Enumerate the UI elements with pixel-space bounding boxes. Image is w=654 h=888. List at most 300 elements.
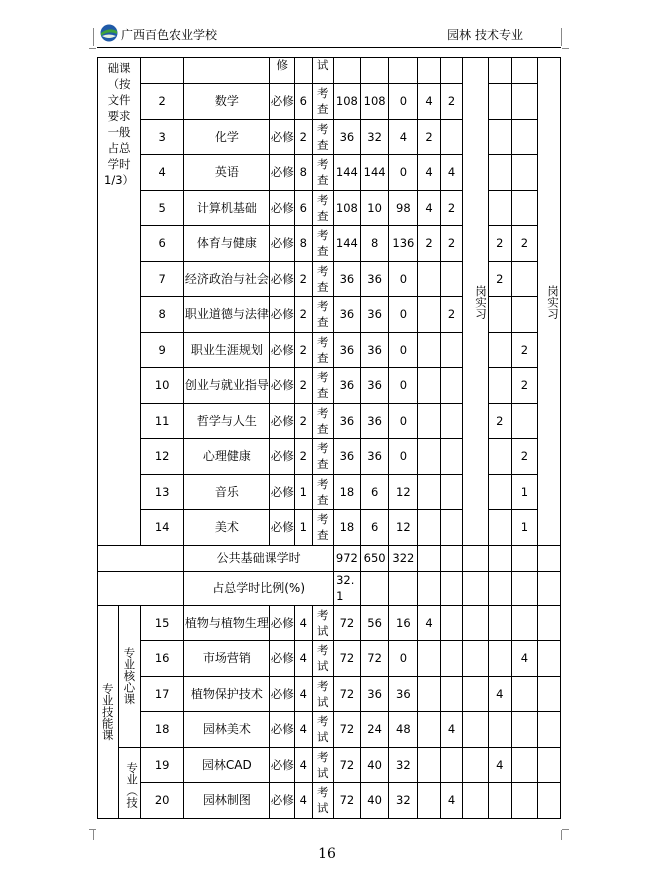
cell-no: 5	[141, 190, 184, 226]
cell-sem4	[489, 119, 512, 155]
cell-sem4	[489, 712, 512, 748]
cell-sem1: 4	[418, 84, 441, 120]
cell-sem3	[463, 783, 489, 819]
table-row	[98, 605, 561, 641]
category-professional-skills: 专业技能课	[98, 605, 119, 818]
cell-practice: 98	[389, 190, 418, 226]
table-row	[98, 261, 561, 297]
cell-sem1: 4	[418, 605, 441, 641]
cell-type: 必修	[270, 510, 295, 546]
cell-credit: 8	[295, 155, 312, 191]
cell-sem2	[440, 605, 463, 641]
cell-sem4	[489, 439, 512, 475]
summary-practice: 322	[389, 545, 418, 571]
cell-exam: 考试	[312, 641, 334, 677]
cell-total: 144	[334, 155, 361, 191]
cell-name: 英语	[184, 155, 270, 191]
cell-practice: 0	[389, 84, 418, 120]
cell-theory: 8	[360, 226, 389, 262]
cell-theory: 72	[360, 641, 389, 677]
cell-name: 哲学与人生	[184, 403, 270, 439]
cell-theory: 36	[360, 403, 389, 439]
cell-credit: 6	[295, 190, 312, 226]
corner-mark	[89, 48, 96, 49]
cell-total	[334, 58, 361, 84]
cell-sem5: 2	[511, 226, 538, 262]
cell-sem5	[511, 119, 538, 155]
cell-type: 必修	[270, 261, 295, 297]
cell-practice: 0	[389, 439, 418, 475]
cell-sem3	[463, 605, 489, 641]
ratio-value: 32.1	[334, 571, 361, 605]
cell-practice: 0	[389, 332, 418, 368]
cell-credit: 2	[295, 297, 312, 333]
cell-exam: 考试	[312, 747, 334, 783]
cell-sem6	[538, 783, 561, 819]
cell-credit: 2	[295, 403, 312, 439]
table-row	[98, 84, 561, 120]
table-row	[98, 712, 561, 748]
cell-no: 8	[141, 297, 184, 333]
cell-theory: 24	[360, 712, 389, 748]
cell-sem5	[511, 58, 538, 84]
cell-sem5	[511, 84, 538, 120]
cell-type: 必修	[270, 605, 295, 641]
cell-name: 植物保护技术	[184, 676, 270, 712]
summary-empty	[538, 545, 561, 571]
cell-sem6	[538, 676, 561, 712]
cell-total: 108	[334, 190, 361, 226]
cell-no: 17	[141, 676, 184, 712]
cell-sem5: 1	[511, 510, 538, 546]
cell-total: 36	[334, 332, 361, 368]
cell-sem5: 2	[511, 368, 538, 404]
curriculum-table	[97, 57, 561, 819]
cell-sem4	[489, 605, 512, 641]
cell-theory: 36	[360, 439, 389, 475]
cell-sem4	[489, 297, 512, 333]
cell-sem4	[489, 641, 512, 677]
cell-sem4	[489, 190, 512, 226]
cell-exam: 考查	[312, 261, 334, 297]
corner-mark	[93, 830, 94, 840]
summary-total: 972	[334, 545, 361, 571]
corner-mark	[562, 829, 569, 830]
cell-practice: 36	[389, 676, 418, 712]
table-row	[98, 155, 561, 191]
cell-type: 必修	[270, 190, 295, 226]
cell-sem3	[463, 712, 489, 748]
cell-name: 市场营销	[184, 641, 270, 677]
cell-practice: 0	[389, 155, 418, 191]
cell-sem1	[418, 403, 441, 439]
cell-sem2	[440, 58, 463, 84]
cell-sem2	[440, 747, 463, 783]
summary-empty	[418, 545, 441, 571]
cell-sem1	[418, 641, 441, 677]
ratio-empty	[418, 571, 441, 605]
cell-practice: 16	[389, 605, 418, 641]
cell-exam: 考查	[312, 510, 334, 546]
cell-sem2	[440, 676, 463, 712]
table-row	[98, 226, 561, 262]
cell-sem1	[418, 368, 441, 404]
cell-sem4	[489, 58, 512, 84]
table-row	[98, 297, 561, 333]
cell-sem3	[463, 747, 489, 783]
major-name: 园林 技术专业	[447, 28, 523, 42]
cell-sem1	[418, 297, 441, 333]
cell-no: 2	[141, 84, 184, 120]
cell-sem4: 4	[489, 676, 512, 712]
table-row	[98, 641, 561, 677]
cell-total: 72	[334, 783, 361, 819]
cell-credit: 6	[295, 84, 312, 120]
cell-sem4: 2	[489, 403, 512, 439]
ratio-blank	[98, 571, 184, 605]
internship-column-b: 岗实习	[538, 58, 561, 546]
cell-sem1	[418, 783, 441, 819]
cell-name: 植物与植物生理	[184, 605, 270, 641]
cell-credit: 4	[295, 641, 312, 677]
ratio-empty	[440, 571, 463, 605]
cell-sem1	[418, 261, 441, 297]
cell-total: 72	[334, 712, 361, 748]
cell-sem5	[511, 261, 538, 297]
cell-practice: 32	[389, 747, 418, 783]
cell-sem5: 1	[511, 474, 538, 510]
cell-credit: 2	[295, 261, 312, 297]
table-row	[98, 747, 561, 783]
ratio-label: 占总学时比例(%)	[184, 571, 334, 605]
cell-theory: 36	[360, 368, 389, 404]
cell-practice: 136	[389, 226, 418, 262]
cell-sem2	[440, 641, 463, 677]
cell-sem2: 4	[440, 712, 463, 748]
school-logo-icon	[100, 24, 118, 42]
cell-sem1	[418, 439, 441, 475]
table-row	[98, 190, 561, 226]
cell-total: 144	[334, 226, 361, 262]
cell-theory: 40	[360, 783, 389, 819]
cell-no: 3	[141, 119, 184, 155]
cell-sem5	[511, 676, 538, 712]
cell-name: 园林美术	[184, 712, 270, 748]
cell-exam: 考查	[312, 119, 334, 155]
cell-sem2	[440, 474, 463, 510]
cell-sem2	[440, 510, 463, 546]
table-row	[98, 332, 561, 368]
cell-type: 必修	[270, 297, 295, 333]
summary-empty	[489, 545, 512, 571]
cell-sem4	[489, 783, 512, 819]
school-name: 广西百色农业学校	[121, 28, 218, 42]
cell-exam: 考查	[312, 190, 334, 226]
cell-theory: 10	[360, 190, 389, 226]
cell-credit: 4	[295, 747, 312, 783]
cell-sem3	[463, 676, 489, 712]
summary-theory: 650	[360, 545, 389, 571]
cell-practice: 12	[389, 474, 418, 510]
cell-name: 音乐	[184, 474, 270, 510]
cell-exam: 考查	[312, 297, 334, 333]
cell-sem1	[418, 332, 441, 368]
cell-total: 36	[334, 403, 361, 439]
cell-sem6	[538, 747, 561, 783]
cell-practice: 0	[389, 641, 418, 677]
cell-name: 计算机基础	[184, 190, 270, 226]
cell-name: 经济政治与社会	[184, 261, 270, 297]
cell-sem4: 2	[489, 261, 512, 297]
cell-type: 必修	[270, 84, 295, 120]
corner-mark	[561, 28, 562, 46]
cell-practice	[389, 58, 418, 84]
cell-sem5	[511, 783, 538, 819]
table-row	[98, 439, 561, 475]
cell-theory: 144	[360, 155, 389, 191]
cell-credit: 4	[295, 783, 312, 819]
cell-sem2	[440, 439, 463, 475]
cell-exam: 考查	[312, 84, 334, 120]
cell-exam: 考查	[312, 403, 334, 439]
cell-sem4	[489, 84, 512, 120]
cell-sem4	[489, 368, 512, 404]
cell-credit: 4	[295, 712, 312, 748]
cell-exam: 试	[312, 58, 334, 84]
ratio-empty	[360, 571, 389, 605]
cell-theory: 108	[360, 84, 389, 120]
cell-exam: 考试	[312, 712, 334, 748]
cell-exam: 考试	[312, 676, 334, 712]
cell-theory: 36	[360, 676, 389, 712]
cell-total: 108	[334, 84, 361, 120]
cell-name: 化学	[184, 119, 270, 155]
cell-type: 必修	[270, 474, 295, 510]
cell-no: 11	[141, 403, 184, 439]
cell-total: 18	[334, 510, 361, 546]
cell-sem1	[418, 510, 441, 546]
cell-credit: 4	[295, 676, 312, 712]
cell-sem2	[440, 261, 463, 297]
cell-total: 36	[334, 368, 361, 404]
cell-no: 16	[141, 641, 184, 677]
ratio-empty	[463, 571, 489, 605]
subcategory-core: 专业核心课	[118, 605, 141, 747]
cell-credit: 2	[295, 368, 312, 404]
cell-name: 数学	[184, 84, 270, 120]
ratio-empty	[389, 571, 418, 605]
cell-sem5	[511, 190, 538, 226]
cell-type: 必修	[270, 155, 295, 191]
cell-credit: 1	[295, 510, 312, 546]
cell-sem2: 4	[440, 783, 463, 819]
cell-sem1: 2	[418, 226, 441, 262]
cell-total: 36	[334, 261, 361, 297]
cell-name: 职业道德与法律	[184, 297, 270, 333]
summary-row	[98, 545, 561, 571]
cell-sem1	[418, 474, 441, 510]
cell-no: 4	[141, 155, 184, 191]
cell-exam: 考试	[312, 605, 334, 641]
cell-sem6	[538, 712, 561, 748]
cell-no: 14	[141, 510, 184, 546]
cell-exam: 考查	[312, 226, 334, 262]
cell-sem5	[511, 747, 538, 783]
cell-practice: 32	[389, 783, 418, 819]
summary-blank	[98, 545, 184, 571]
table-row	[98, 119, 561, 155]
cell-type: 必修	[270, 747, 295, 783]
cell-credit: 8	[295, 226, 312, 262]
cell-sem5	[511, 155, 538, 191]
cell-name: 园林CAD	[184, 747, 270, 783]
cell-sem1	[418, 712, 441, 748]
cell-theory: 6	[360, 510, 389, 546]
cell-theory: 32	[360, 119, 389, 155]
cell-name: 美术	[184, 510, 270, 546]
cell-sem4	[489, 332, 512, 368]
cell-no: 15	[141, 605, 184, 641]
cell-sem5	[511, 605, 538, 641]
ratio-empty	[511, 571, 538, 605]
page-header	[97, 22, 561, 48]
cell-name: 创业与就业指导	[184, 368, 270, 404]
cell-type: 必修	[270, 119, 295, 155]
cell-sem5	[511, 403, 538, 439]
cell-name: 园林制图	[184, 783, 270, 819]
cell-theory: 56	[360, 605, 389, 641]
cell-theory: 36	[360, 261, 389, 297]
cell-sem5: 2	[511, 332, 538, 368]
summary-label: 公共基础课学时	[184, 545, 334, 571]
cell-type: 必修	[270, 676, 295, 712]
cell-sem4: 2	[489, 226, 512, 262]
summary-empty	[440, 545, 463, 571]
cell-sem1: 4	[418, 190, 441, 226]
cell-theory: 36	[360, 332, 389, 368]
cell-practice: 0	[389, 297, 418, 333]
cell-credit: 4	[295, 605, 312, 641]
cell-sem5: 2	[511, 439, 538, 475]
cell-name: 职业生涯规划	[184, 332, 270, 368]
cell-sem2	[440, 332, 463, 368]
cell-sem2: 2	[440, 226, 463, 262]
cell-sem4	[489, 155, 512, 191]
cell-sem2	[440, 119, 463, 155]
cell-sem5: 4	[511, 641, 538, 677]
cell-practice: 4	[389, 119, 418, 155]
table-row	[98, 58, 561, 84]
table-row	[98, 474, 561, 510]
cell-sem2: 2	[440, 297, 463, 333]
cell-total: 72	[334, 676, 361, 712]
cell-exam: 考查	[312, 368, 334, 404]
cell-type: 必修	[270, 332, 295, 368]
cell-type: 必修	[270, 439, 295, 475]
cell-sem3	[463, 641, 489, 677]
cell-sem4	[489, 474, 512, 510]
cell-theory: 6	[360, 474, 389, 510]
table-row	[98, 783, 561, 819]
cell-exam: 考查	[312, 439, 334, 475]
cell-exam: 考查	[312, 155, 334, 191]
header-divider	[97, 47, 561, 48]
page-number: 16	[318, 846, 336, 862]
cell-type: 必修	[270, 368, 295, 404]
cell-sem2: 2	[440, 190, 463, 226]
cell-credit: 2	[295, 119, 312, 155]
cell-practice: 48	[389, 712, 418, 748]
cell-type: 必修	[270, 712, 295, 748]
cell-type: 必修	[270, 226, 295, 262]
cell-practice: 0	[389, 403, 418, 439]
cell-sem6	[538, 605, 561, 641]
cell-sem1: 4	[418, 155, 441, 191]
cell-practice: 12	[389, 510, 418, 546]
cell-no: 6	[141, 226, 184, 262]
cell-sem6	[538, 641, 561, 677]
cell-theory: 36	[360, 297, 389, 333]
cell-no: 7	[141, 261, 184, 297]
cell-sem1	[418, 676, 441, 712]
cell-exam: 考试	[312, 783, 334, 819]
summary-empty	[511, 545, 538, 571]
cell-name: 体育与健康	[184, 226, 270, 262]
cell-no: 12	[141, 439, 184, 475]
cell-sem2	[440, 403, 463, 439]
cell-total: 18	[334, 474, 361, 510]
cell-name: 心理健康	[184, 439, 270, 475]
cell-credit	[295, 58, 312, 84]
cell-type: 必修	[270, 641, 295, 677]
cell-sem1: 2	[418, 119, 441, 155]
ratio-empty	[489, 571, 512, 605]
corner-mark	[562, 48, 569, 49]
category-public-basic: 础课（按文件要求一般占总学时1/3）	[98, 58, 141, 546]
table-row	[98, 403, 561, 439]
cell-exam: 考查	[312, 474, 334, 510]
cell-credit: 2	[295, 439, 312, 475]
cell-total: 36	[334, 439, 361, 475]
cell-theory: 40	[360, 747, 389, 783]
cell-practice: 0	[389, 368, 418, 404]
cell-sem2	[440, 368, 463, 404]
table-row	[98, 510, 561, 546]
internship-column-a: 岗实习	[463, 58, 489, 546]
cell-type: 修	[270, 58, 295, 84]
cell-credit: 2	[295, 332, 312, 368]
cell-total: 36	[334, 119, 361, 155]
cell-sem2: 4	[440, 155, 463, 191]
cell-sem5	[511, 297, 538, 333]
cell-total: 36	[334, 297, 361, 333]
cell-name	[184, 58, 270, 84]
cell-no: 19	[141, 747, 184, 783]
cell-sem4: 4	[489, 747, 512, 783]
table-row	[98, 676, 561, 712]
cell-sem4	[489, 510, 512, 546]
cell-type: 必修	[270, 783, 295, 819]
cell-practice: 0	[389, 261, 418, 297]
corner-mark	[561, 830, 562, 840]
cell-no: 13	[141, 474, 184, 510]
ratio-empty	[538, 571, 561, 605]
cell-sem5	[511, 712, 538, 748]
cell-no: 9	[141, 332, 184, 368]
table-row	[98, 368, 561, 404]
cell-no	[141, 58, 184, 84]
cell-sem2: 2	[440, 84, 463, 120]
